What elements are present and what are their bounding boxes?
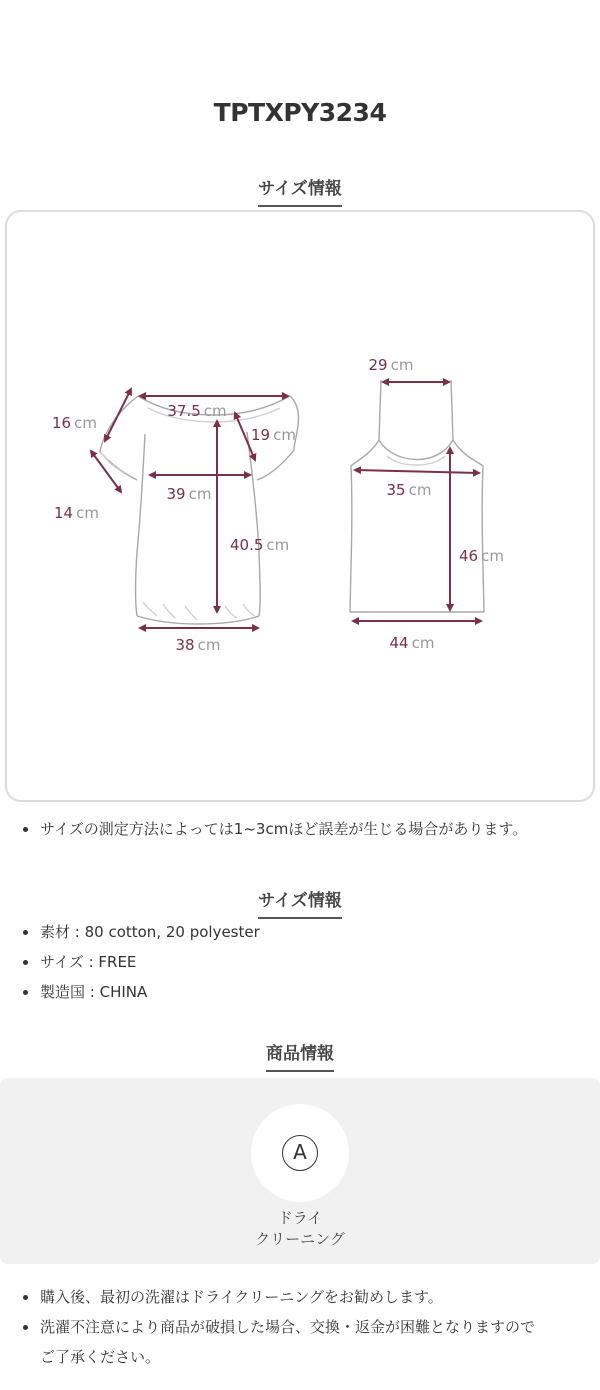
care-note: 購入後、最初の洗濯はドライクリーニングをお勧めします。 (22, 1282, 582, 1312)
unit-label: cm (74, 414, 97, 432)
dress-chest-label (167, 485, 212, 503)
dress-shoulder-value: 37.5 (167, 402, 201, 420)
dress-sleeve-length-value: 14 (54, 504, 74, 522)
spec-section-title: サイズ情報 (258, 886, 342, 919)
dress-armhole-value: 19 (251, 426, 271, 444)
unit-label: cm (76, 504, 99, 522)
dress-sleeve-length-label (54, 504, 99, 522)
dress-sleeve-width-value: 16 (52, 414, 72, 432)
dress-armhole-label (251, 426, 296, 444)
spec-section-heading (0, 886, 600, 919)
dress-hem-label (176, 636, 221, 654)
size-section-heading (0, 174, 600, 207)
size-diagram-box (5, 210, 595, 802)
care-panel (0, 1078, 600, 1264)
care-note: 洗濯不注意により商品が破損した場合、交換・返金が困難となりますので (22, 1312, 582, 1342)
cami-chest-label (387, 481, 432, 499)
cami-hem-label (390, 634, 435, 652)
care-label-line1: ドライ (277, 1209, 323, 1227)
dry-clean-icon: A (282, 1135, 318, 1171)
spec-list (22, 917, 582, 1007)
care-label-line2: クリーニング (255, 1230, 345, 1248)
dress-sleeve-width-label (52, 414, 97, 432)
measurement-note-list (22, 814, 582, 844)
unit-label: cm (203, 402, 227, 420)
care-note-continued: ご了承ください。 (40, 1348, 161, 1366)
dress-length-label (230, 536, 289, 554)
product-code: TPTXPY3234 (213, 98, 387, 127)
unit-label: cm (390, 356, 414, 374)
cami-hem-value: 44 (389, 634, 409, 652)
size-diagram (7, 212, 597, 804)
unit-label: cm (408, 481, 432, 499)
unit-label: cm (411, 634, 435, 652)
dress-hem-value: 38 (175, 636, 195, 654)
cami-strap-label (369, 356, 414, 374)
care-notes-list (22, 1282, 582, 1372)
cami-strap-value: 29 (368, 356, 388, 374)
size-section-title: サイズ情報 (258, 174, 342, 207)
care-circle (251, 1104, 349, 1202)
unit-label: cm (188, 485, 212, 503)
spec-origin: 製造国 : CHINA (22, 977, 582, 1007)
unit-label: cm (266, 536, 290, 554)
unit-label: cm (481, 547, 504, 565)
unit-label: cm (197, 636, 221, 654)
measurement-note: サイズの測定方法によっては1~3cmほど誤差が生じる場合があります。 (22, 814, 582, 844)
spec-material: 素材 : 80 cotton, 20 polyester (22, 917, 582, 947)
dress-chest-value: 39 (166, 485, 186, 503)
cami-chest-value: 35 (386, 481, 406, 499)
care-label (0, 1208, 600, 1250)
unit-label: cm (273, 426, 296, 444)
spec-size: サイズ : FREE (22, 947, 582, 977)
dress-length-value: 40.5 (230, 536, 264, 554)
product-section-heading (0, 1039, 600, 1072)
product-section-title: 商品情報 (266, 1039, 334, 1072)
cami-length-value: 46 (459, 547, 479, 565)
dress-shoulder-label (167, 402, 226, 420)
cami-length-label (459, 547, 504, 565)
